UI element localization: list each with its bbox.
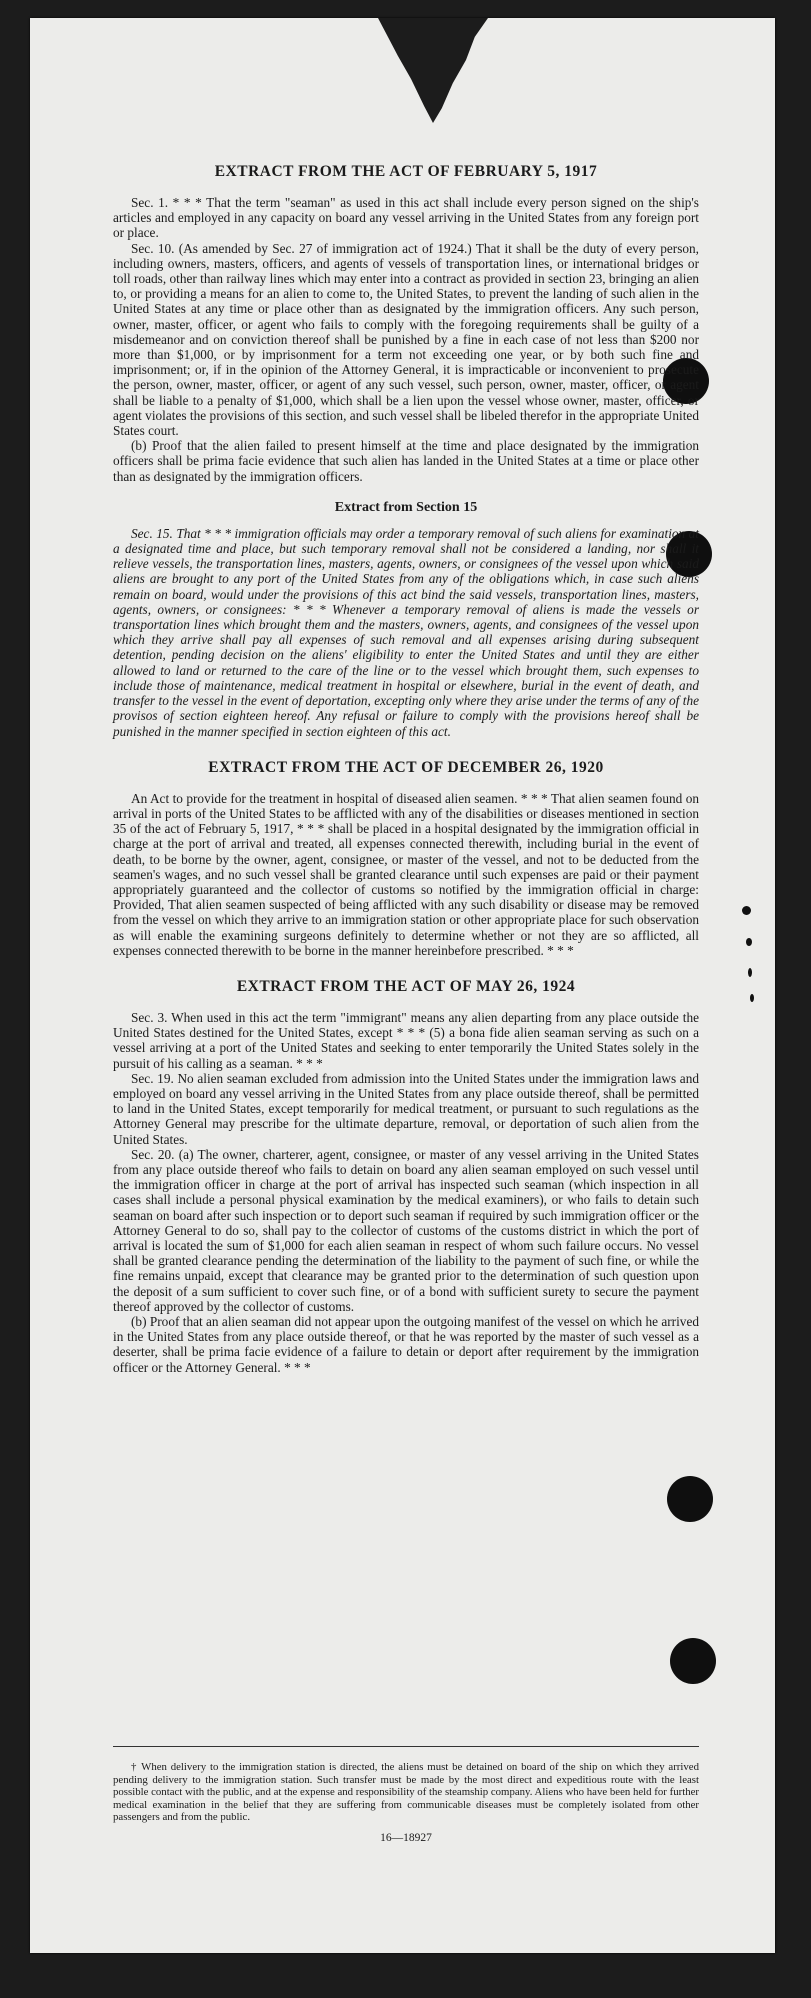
paragraph: (b) Proof that an alien seaman did not appear upon the outgoing manifest of the vessel on which he arrived in the United States from any place outside thereof, or that he was reported by the master of such vessel as a deserter, shall be prima facie evidence of a failure to detain or deport after requirement by the immigration officer or the Attorney General. * * * [113, 1314, 699, 1375]
margin-mark [742, 906, 751, 915]
margin-mark [750, 994, 754, 1002]
torn-edge [378, 18, 488, 123]
section-heading: EXTRACT FROM THE ACT OF DECEMBER 26, 1920 [208, 758, 604, 776]
paragraph: Sec. 15. That * * * immigration officials may order a temporary removal of such aliens for examination at a designated time and place, but such temporary removal shall not be considered a landing, nor shall it relieve vessels, the transportation lines, masters, agents, owners, or consignees of the vessel upon which said aliens are brought to any port of the United States from any of the obligations which, in case such aliens remain on board, would under the provisions of this act bind the said vessels, transportation lines, masters, agents, owners, or consignees: * * * Whenever a temporary removal of aliens is made the vessels or transportation lines which brought them and the masters, owners, agents, and consignees of the vessel upon which they arrive shall pay all expenses of such removal and all expenses arising during subsequent detention, pending decision on the aliens' eligibility to enter the United States and until they are either allowed to land or returned to the care of the line or to the vessel which brought them, such expenses to include those of maintenance, medical treatment in hospital or elsewhere, burial in the event of death, and transfer to the vessel in the event of deportation, excepting only where they arise under the terms of any of the provisos of section eighteen hereof. Any refusal or failure to comply with the provisions hereof shall be punished in the manner specified in section eighteen of this act. [113, 525, 699, 739]
punch-hole [670, 1638, 716, 1684]
margin-mark [746, 938, 752, 946]
section-heading: EXTRACT FROM THE ACT OF MAY 26, 1924 [236, 977, 576, 995]
paragraph: (b) Proof that the alien failed to present himself at the time and place designated by the immigration officers shall be prima facie evidence that such alien has landed in the United States at a time or place other than as designated by the immigration officers. [113, 438, 699, 484]
footer [113, 1746, 699, 1844]
subsection-heading: Extract from Section 15 [334, 499, 478, 515]
paragraph: Sec. 3. When used in this act the term "immigrant" means any alien departing from any place outside the United States destined for the United States, except * * * (5) a bona fide alien seaman serving as such on a vessel arriving at a port of the United States and seeking to enter temporarily the United States solely in the pursuit of his calling as a seaman. * * * [113, 1009, 699, 1071]
paragraph: Sec. 1. * * * That the term "seaman" as used in this act shall include every person signed on the ship's articles and employed in any capacity on board any vessel arriving in the United States from any foreign port or place. [113, 195, 699, 241]
footnote: † When delivery to the immigration station is directed, the aliens must be detained on board of the ship on which they arrived pending delivery to the immigration station. Such transfer must be made by the most direct and expeditious route with the least possible contact with the public, and at the expense and responsibility of the steamship company. Aliens who have been held for further medical examination in the belief that they are suffering from communicable diseases must be completely isolated from other passengers and from the public. [113, 1761, 699, 1823]
margin-mark [748, 968, 752, 977]
paragraph: Sec. 20. (a) The owner, charterer, agent, consignee, or master of any vessel arriving in the United States from any place outside thereof who fails to detain on board any alien seaman employed on such vessel until the immigration officer in charge at the port of arrival has inspected such seaman (which inspection in all cases shall include a personal physical examination by the medical examiners), or who fails to detain such seaman on board after such inspection or to deport such seaman if required by such immigration officer or the Attorney General to do so, shall pay to the collector of customs of the customs district in which the port of arrival is located the sum of $1,000 for each alien seaman in respect of whom such failure occurs. No vessel shall be granted clearance pending the determination of the liability to the payment of such fine, or while the fine remains unpaid, except that clearance may be granted prior to the determination of such question upon the deposit of a sum sufficient to cover such fine, or of a bond with sufficient surety to secure the payment thereof approved by the collector of customs. [113, 1146, 699, 1314]
page-number: 16—18927 [380, 1831, 432, 1844]
document-page [30, 18, 775, 1953]
document-body [113, 143, 699, 1375]
paragraph: Sec. 19. No alien seaman excluded from admission into the United States under the immigration laws and employed on board any vessel arriving in the United States from any place outside thereof, shall be permitted to land in the United States, except temporarily for medical treatment, or pursuant to such regulations as the Attorney General may prescribe for the ultimate departure, removal, or deportation of such alien from the United States. [113, 1070, 699, 1147]
paragraph: An Act to provide for the treatment in hospital of diseased alien seamen. * * * That alien seamen found on arrival in ports of the United States to be afflicted with any of the disabilities or diseases mentioned in section 35 of the act of February 5, 1917, * * * shall be placed in a hospital designated by the immigration official in charge at the port of arrival and treated, all expenses connected therewith, including burial in the event of death, to be borne by the owner, agent, consignee, or master of the vessel, and not to be deducted from the seamen's wages, and no such vessel shall be granted clearance until such expenses are paid or their payment appropriately guaranteed and the collector of customs so notified by the immigration official in charge: Provided, That alien seamen suspected of being afflicted with any such disability or disease may be removed from the vessel on which they arrive to an immigration station or other appropriate place for such observation as will enable the examining surgeons definitely to determine whether or not they are so afflicted, all expenses connected therewith to be borne in the manner hereinbefore prescribed. * * * [113, 790, 699, 958]
paragraph: Sec. 10. (As amended by Sec. 27 of immigration act of 1924.) That it shall be the duty of every person, including owners, masters, officers, and agents of vessels of transportation lines, or international bridges or toll roads, other than railway lines which may enter into a contract as provided in section 23, bringing an alien to, or providing a means for an alien to come to, the United States, to prevent the landing of such alien in the United States at any time or place other than as designated by the immigration officers. Any such person, owner, master, officer, or agent who fails to comply with the foregoing requirements shall be guilty of a misdemeanor and on conviction thereof shall be punished by a fine in each case of not less than $200 nor more than $1,000, or by imprisonment for a term not exceeding one year, or by both such fine and imprisonment; or, if in the opinion of the Attorney General, it is impracticable or inconvenient to prosecute the person, owner, master, officer, or agent of any such vessel, such person, owner, master, officer, or agent shall be liable to a penalty of $1,000, which shall be a lien upon the vessel whose owner, master, officer, or agent violates the provisions of this section, and such vessel shall be libeled therefor in the appropriate United States court. [113, 240, 700, 439]
divider [113, 1746, 699, 1747]
punch-hole [667, 1476, 713, 1522]
section-heading: EXTRACT FROM THE ACT OF FEBRUARY 5, 1917 [214, 163, 598, 180]
